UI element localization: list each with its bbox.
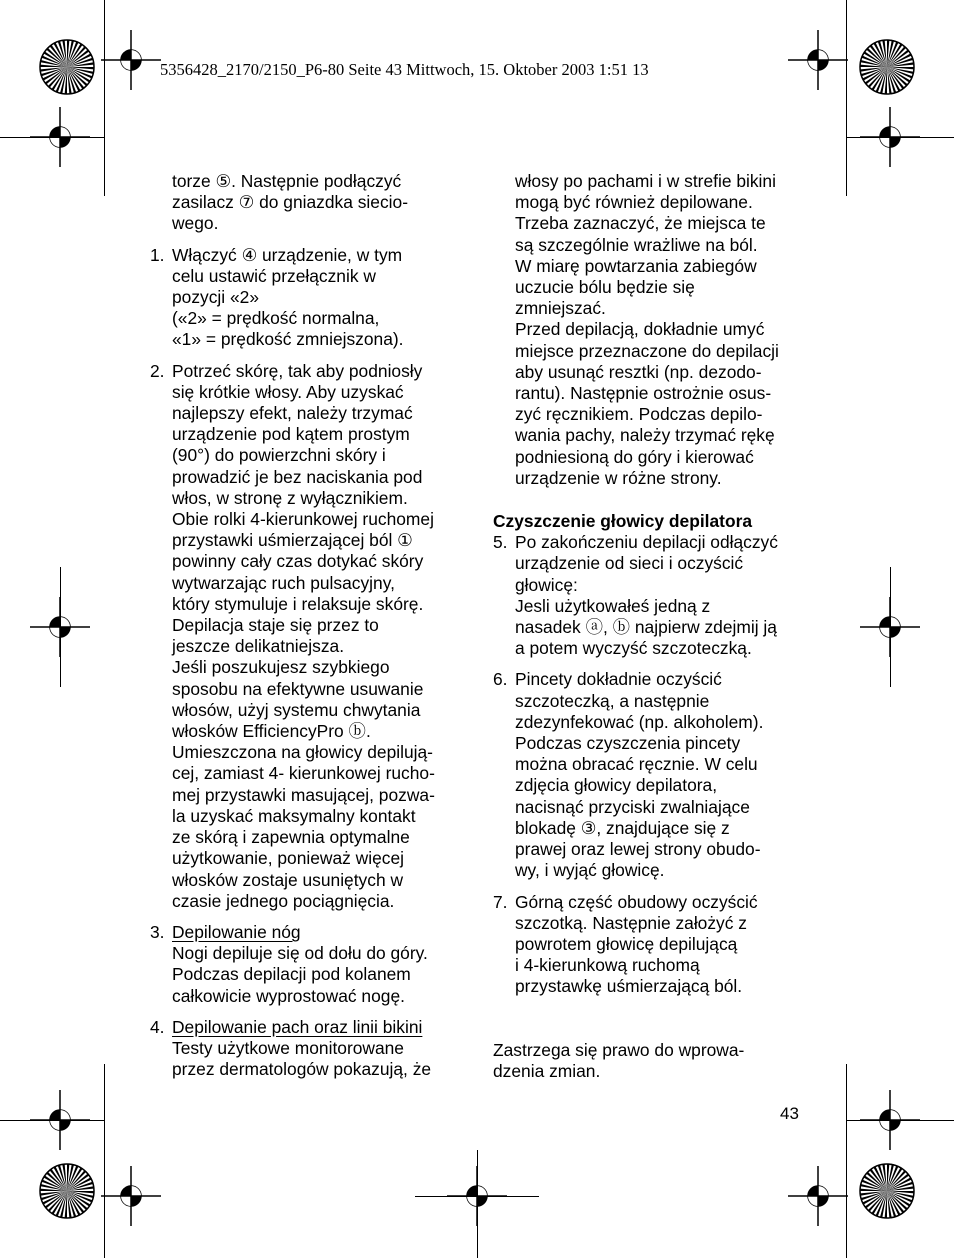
- text-line: miejsce przeznaczone do depilacji: [515, 340, 779, 361]
- text-line: prawej oraz lewej strony obudo-: [515, 839, 761, 860]
- text-line: przez dermatologów pokazują, że: [172, 1059, 432, 1080]
- item-heading: Depilowanie nóg: [172, 921, 301, 942]
- text-line: i 4-kierunkową ruchomą: [515, 955, 700, 976]
- item-heading: Depilowanie pach oraz linii bikini: [172, 1016, 423, 1037]
- item-number: 4.: [150, 1016, 165, 1037]
- disclaimer: [493, 1040, 813, 1082]
- right-column: [493, 171, 813, 1082]
- text-line: włosków EfficiencyPro ⓑ.: [172, 721, 371, 742]
- text-line: mej przystawki masującej, pozwa-: [172, 784, 435, 805]
- item-number: 2.: [150, 360, 165, 381]
- starburst-mark-icon: [37, 37, 97, 97]
- left-column: [150, 171, 470, 1080]
- item-number: 3.: [150, 921, 165, 942]
- text-line: pozycji «2»: [172, 287, 260, 308]
- list-item-7: [493, 892, 813, 998]
- text-line: rantu). Następnie ostrożnie osus-: [515, 383, 772, 404]
- text-line: włosków zostaje usuniętych w: [172, 869, 404, 890]
- text-line: dzenia zmian.: [493, 1060, 601, 1081]
- intro-paragraph: [150, 171, 470, 235]
- text-line: cej, zamiast 4- kierunkowej rucho-: [172, 763, 435, 784]
- list-item-4: [150, 1017, 470, 1081]
- text-line: aby usunąć resztki (np. dezodo-: [515, 361, 762, 382]
- text-line: Przed depilacją, dokładnie umyć: [515, 319, 765, 340]
- text-line: włos, w stronę z wyłącznikiem.: [172, 487, 408, 508]
- crop-line: [104, 0, 105, 196]
- text-line: «1» = prędkość zmniejszona).: [172, 329, 404, 350]
- text-line: celu ustawić przełącznik w: [172, 265, 376, 286]
- text-line: przystawkę uśmierzającą ból.: [515, 976, 743, 997]
- text-line: czasie jednego pociągnięcia.: [172, 890, 395, 911]
- text-line: się krótkie włosy. Aby uzyskać: [172, 381, 404, 402]
- text-line: Pincety dokładnie oczyścić: [515, 669, 722, 690]
- text-line: można obracać ręcznie. W celu: [515, 754, 758, 775]
- item-number: 7.: [493, 891, 508, 912]
- text-line: Po zakończeniu depilacji odłączyć: [515, 532, 778, 553]
- text-line: urządzenie w różne strony.: [515, 467, 722, 488]
- text-line: torze ⑤. Następnie podłączyć: [172, 171, 402, 191]
- text-line: zdezynfekować (np. alkoholem).: [515, 711, 764, 732]
- text-line: Trzeba zaznaczyć, że miejsca te: [515, 213, 766, 234]
- text-line: ze skórą i zapewnia optymalne: [172, 827, 410, 848]
- text-line: la uzyskać maksymalny kontakt: [172, 805, 416, 826]
- crop-line: [890, 567, 891, 687]
- starburst-mark-icon: [37, 1161, 97, 1221]
- crop-line: [60, 567, 61, 687]
- item-number: 1.: [150, 244, 165, 265]
- text-line: jeszcze delikatniejsza.: [172, 636, 345, 657]
- continued-paragraph: [493, 171, 813, 489]
- text-line: wania pachy, należy trzymać rękę: [515, 425, 775, 446]
- text-line: Jesli użytkowałeś jedną z: [515, 595, 711, 616]
- text-line: Potrzeć skórę, tak aby podniosły: [172, 360, 423, 381]
- crop-line: [0, 1120, 104, 1121]
- text-line: Włączyć ④ urządzenie, w tym: [172, 244, 403, 265]
- text-line: («2» = prędkość normalna,: [172, 308, 380, 329]
- text-line: najlepszy efekt, należy trzymać: [172, 403, 413, 424]
- list-item-3: [150, 922, 470, 1007]
- text-line: Umieszczona na głowicy depilują-: [172, 742, 433, 763]
- text-line: Nogi depiluje się od dołu do góry.: [172, 943, 428, 964]
- text-line: Depilacja staje się przez to: [172, 615, 379, 636]
- section-heading: Czyszczenie głowicy depilatora: [493, 511, 753, 532]
- crop-line: [846, 1064, 847, 1258]
- list-item-2: [150, 361, 470, 912]
- text-line: Górną część obudowy oczyścić: [515, 891, 758, 912]
- text-line: głowicę:: [515, 574, 578, 595]
- item-number: 6.: [493, 669, 508, 690]
- text-line: Obie rolki 4-kierunkowej ruchomej: [172, 509, 434, 530]
- page-number: 43: [780, 1104, 799, 1123]
- crosshair-mark-icon: [788, 30, 848, 90]
- text-line: (90°) do powierzchni skóry i: [172, 445, 386, 466]
- text-line: prowadzić je bez naciskania pod: [172, 466, 423, 487]
- text-line: Testy użytkowe monitorowane: [172, 1037, 404, 1058]
- starburst-mark-icon: [857, 37, 917, 97]
- text-line: Podczas czyszczenia pincety: [515, 733, 741, 754]
- text-line: szczotką. Następnie założyć z: [515, 912, 747, 933]
- text-line: mogą być również depilowane.: [515, 192, 753, 213]
- text-line: całkowicie wyprostować nogę.: [172, 985, 405, 1006]
- text-line: W miarę powtarzania zabiegów: [515, 255, 757, 276]
- text-line: wy, i wyjąć głowicę.: [515, 860, 665, 881]
- text-line: powinny cały czas dotykać skóry: [172, 551, 424, 572]
- text-line: przystawki uśmierzającej ból ①: [172, 530, 413, 551]
- crop-line: [104, 1064, 105, 1258]
- text-line: podniesioną do góry i kierować: [515, 446, 754, 467]
- text-line: włosów, użyj systemu chwytania: [172, 699, 421, 720]
- text-line: nasadek ⓐ, ⓑ najpierw zdejmij ją: [515, 617, 777, 638]
- text-line: użytkowanie, ponieważ więcej: [172, 848, 404, 869]
- starburst-mark-icon: [857, 1161, 917, 1221]
- text-line: urządzenie pod kątem prostym: [172, 424, 410, 445]
- text-line: powrotem głowicę depilującą: [515, 933, 738, 954]
- text-line: włosy po pachami i w strefie bikini: [515, 171, 776, 191]
- text-line: zdjęcia głowicy depilatora,: [515, 775, 718, 796]
- text-line: Zastrzega się prawo do wprowa-: [493, 1039, 745, 1060]
- text-line: a potem wyczyść szczoteczką.: [515, 638, 752, 659]
- text-line: sposobu na efektywne usuwanie: [172, 678, 424, 699]
- list-item-6: [493, 669, 813, 881]
- crop-line: [477, 1150, 478, 1258]
- text-line: urządzenie od sieci i oczyścić: [515, 553, 744, 574]
- text-line: zmniejszać.: [515, 298, 606, 319]
- text-line: zyć ręcznikiem. Podczas depilo-: [515, 404, 763, 425]
- text-line: Jeśli poszukujesz szybkiego: [172, 657, 390, 678]
- text-line: wytwarzając ruch pulsacyjny,: [172, 572, 395, 593]
- text-line: uczucie bólu będzie się: [515, 277, 695, 298]
- text-line: szczoteczką, a następnie: [515, 690, 710, 711]
- text-line: wego.: [172, 213, 219, 234]
- crop-line: [846, 1120, 954, 1121]
- crop-line: [846, 0, 847, 196]
- text-line: nacisnąć przyciski zwalniające: [515, 796, 750, 817]
- crosshair-mark-icon: [101, 30, 161, 90]
- item-number: 5.: [493, 532, 508, 553]
- crosshair-mark-icon: [101, 1166, 161, 1226]
- text-line: blokadę ③, znajdujące się z: [515, 817, 730, 838]
- text-line: zasilacz ⑦ do gniazdka siecio-: [172, 192, 408, 213]
- text-line: Podczas depilacji pod kolanem: [172, 964, 411, 985]
- print-header: 5356428_2170/2150_P6-80 Seite 43 Mittwoch, 15. Oktober 2003 1:51 13: [160, 60, 649, 79]
- crosshair-mark-icon: [788, 1166, 848, 1226]
- crop-line: [0, 137, 104, 138]
- text-line: są szczególnie wrażliwe na ból.: [515, 234, 758, 255]
- crop-line: [846, 137, 954, 138]
- text-line: który stymuluje i relaksuje skórę.: [172, 593, 424, 614]
- list-item-5: [493, 532, 813, 659]
- list-item-1: [150, 245, 470, 351]
